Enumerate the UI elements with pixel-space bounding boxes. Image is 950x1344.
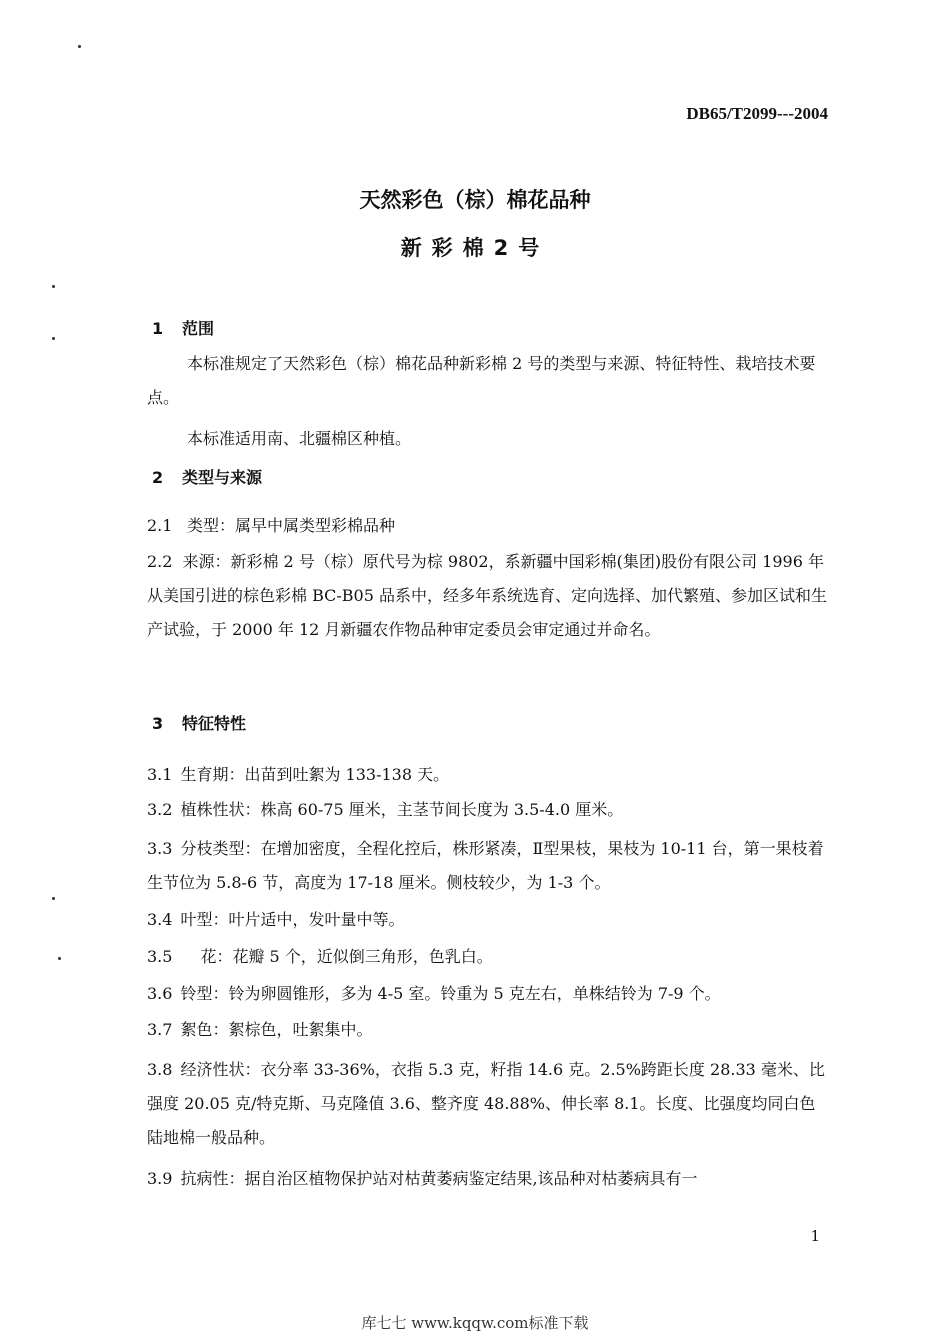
item-3-4 bbox=[147, 907, 404, 930]
item-number: 3.6 bbox=[147, 984, 173, 1003]
footer-watermark: 库七七 www.kqqw.com标准下载 bbox=[361, 1314, 589, 1332]
item-3-9 bbox=[147, 1166, 698, 1189]
item-3-1 bbox=[147, 762, 449, 785]
item-number: 3.1 bbox=[147, 765, 173, 784]
item-number: 3.4 bbox=[147, 910, 173, 929]
section-2-heading bbox=[152, 465, 262, 488]
section-1-paragraph-2: 本标准适用南、北疆棉区种植。 bbox=[187, 429, 412, 448]
scan-speck bbox=[52, 897, 55, 900]
item-text: 经济性状：衣分率 33-36%，衣指 5.3 克，籽指 14.6 克。2.5%跨距长度 28.33 毫米、比强度 20.05 克/特克斯、马克隆值 3.6、整齐度 48.88%、伸长率 8.1。长度、比强度均同白色陆地棉一般品种。 bbox=[147, 1060, 825, 1147]
item-3-5 bbox=[147, 944, 493, 967]
item-text: 抗病性：据自治区植物保护站对枯黄萎病鉴定结果,该品种对枯萎病具有一 bbox=[180, 1169, 698, 1188]
item-text: 生育期：出苗到吐絮为 133-138 天。 bbox=[180, 765, 450, 784]
title-line-2: 新彩棉2号 bbox=[400, 236, 550, 260]
section-title: 类型与来源 bbox=[182, 468, 263, 487]
item-number: 3.8 bbox=[147, 1060, 173, 1079]
scan-speck bbox=[52, 285, 55, 288]
item-3-7 bbox=[147, 1017, 372, 1040]
section-number: 3 bbox=[152, 714, 164, 733]
item-3-3 bbox=[147, 832, 827, 900]
item-text: 絮色：絮棕色，吐絮集中。 bbox=[180, 1020, 373, 1039]
section-number: 1 bbox=[152, 319, 164, 338]
section-title: 特征特性 bbox=[182, 714, 247, 733]
item-text: 类型：属早中属类型彩棉品种 bbox=[187, 516, 396, 535]
item-3-6 bbox=[147, 981, 721, 1004]
item-text: 铃型：铃为卵圆锥形，多为 4-5 室。铃重为 5 克左右，单株结铃为 7-9 个。 bbox=[180, 984, 721, 1003]
item-text: 分枝类型：在增加密度，全程化控后，株形紧凑，Ⅱ型果枝，果枝为 10-11 台，第一果枝着生节位为 5.8-6 节，高度为 17-18 厘米。侧枝较少，为 1-3 个。 bbox=[147, 839, 824, 892]
item-3-2 bbox=[147, 797, 623, 820]
item-number: 3.2 bbox=[147, 800, 173, 819]
item-2-2 bbox=[147, 545, 827, 647]
section-number: 2 bbox=[152, 468, 164, 487]
title-line-1: 天然彩色（棕）棉花品种 bbox=[359, 188, 591, 212]
scan-speck bbox=[78, 45, 81, 48]
item-number: 2.1 bbox=[147, 516, 173, 535]
page-number: 1 bbox=[810, 1227, 820, 1245]
item-3-8 bbox=[147, 1053, 827, 1155]
item-number: 2.2 bbox=[147, 552, 173, 571]
item-text: 来源：新彩棉 2 号（棕）原代号为棕 9802，系新疆中国彩棉(集团)股份有限公司 1996 年从美国引进的棕色彩棉 BC-B05 品系中，经多年系统选育、定向选择、加代繁殖、参加区试和生产试验，于 2000 年 12 月新疆农作物品种审定委员会审定通过并命名。 bbox=[147, 552, 827, 639]
item-number: 3.7 bbox=[147, 1020, 173, 1039]
item-text: 叶型：叶片适中，发叶量中等。 bbox=[180, 910, 405, 929]
item-number: 3.9 bbox=[147, 1169, 173, 1188]
scan-speck bbox=[58, 957, 61, 960]
item-text: 植株性状：株高 60-75 厘米，主茎节间长度为 3.5-4.0 厘米。 bbox=[180, 800, 624, 819]
item-text: 花：花瓣 5 个，近似倒三角形，色乳白。 bbox=[200, 947, 493, 966]
document-number: DB65/T2099---2004 bbox=[686, 104, 828, 123]
item-number: 3.5 bbox=[147, 947, 173, 966]
section-title: 范围 bbox=[182, 319, 215, 338]
section-1-heading bbox=[152, 316, 214, 339]
item-2-1 bbox=[147, 513, 395, 536]
item-number: 3.3 bbox=[147, 839, 173, 858]
section-3-heading bbox=[152, 711, 246, 734]
scan-speck bbox=[52, 337, 55, 340]
section-1-paragraph-1: 本标准规定了天然彩色（棕）棉花品种新彩棉 2 号的类型与来源、特征特性、栽培技术要点。 bbox=[147, 354, 816, 407]
